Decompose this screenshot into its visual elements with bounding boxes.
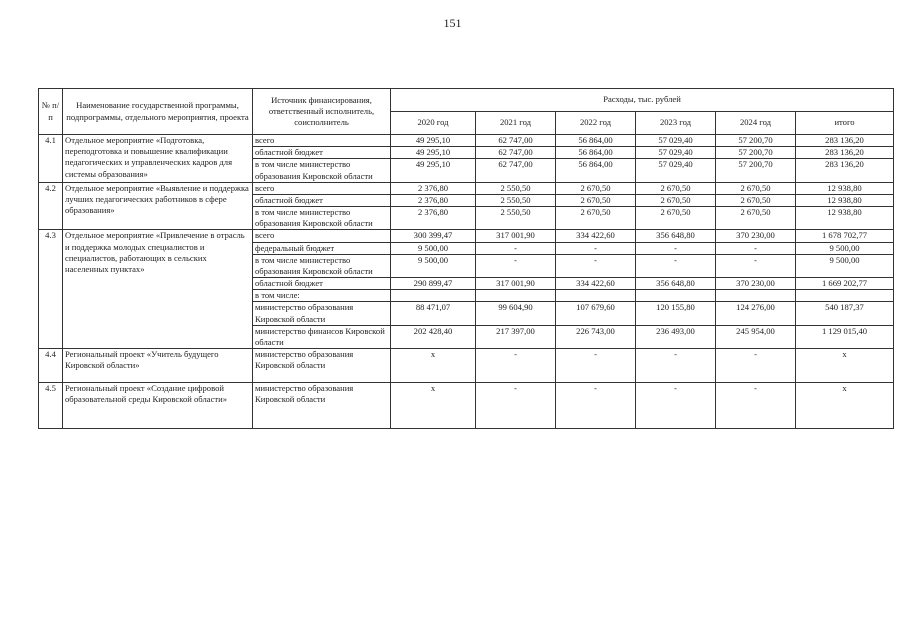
year-value: - <box>716 349 796 383</box>
year-value: 2 670,50 <box>716 182 796 194</box>
year-value: 57 029,40 <box>636 147 716 159</box>
header-total: итого <box>796 112 894 135</box>
year-value: 2 376,80 <box>391 182 476 194</box>
header-source: Источник финансирования, ответственный исполнитель, соисполнитель <box>253 89 391 135</box>
year-value: 124 276,00 <box>716 302 796 325</box>
table-row <box>39 349 894 383</box>
year-value: 317 001,90 <box>476 230 556 242</box>
year-value: 290 899,47 <box>391 278 476 290</box>
year-value: 57 200,70 <box>716 159 796 182</box>
total-value <box>796 290 894 302</box>
funding-source: в том числе: <box>253 290 391 302</box>
year-value <box>391 290 476 302</box>
funding-source: всего <box>253 182 391 194</box>
year-value: - <box>556 254 636 277</box>
total-value: 283 136,20 <box>796 135 894 147</box>
table-body <box>39 135 894 429</box>
year-value: 202 428,40 <box>391 325 476 348</box>
page-number: 151 <box>443 16 462 30</box>
year-value: 2 376,80 <box>391 194 476 206</box>
year-value: 57 029,40 <box>636 135 716 147</box>
year-value: - <box>636 383 716 429</box>
year-value: 245 954,00 <box>716 325 796 348</box>
year-value: 370 230,00 <box>716 278 796 290</box>
year-value: x <box>391 349 476 383</box>
header-num: № п/п <box>39 89 63 135</box>
year-value: 57 200,70 <box>716 147 796 159</box>
funding-source: областной бюджет <box>253 194 391 206</box>
year-value: 2 550,50 <box>476 207 556 230</box>
funding-source: федеральный бюджет <box>253 242 391 254</box>
section-name: Отдельное мероприятие «Привлечение в отрасль и поддержка молодых специалистов и специалистов, работающих в сельских населенных пунктах» <box>63 230 253 349</box>
year-value: x <box>391 383 476 429</box>
year-value: - <box>476 254 556 277</box>
table-row <box>39 230 894 242</box>
section-name: Региональный проект «Учитель будущего Кировской области» <box>63 349 253 383</box>
total-value: 12 938,80 <box>796 194 894 206</box>
section-name: Региональный проект «Создание цифровой образовательной среды Кировской области» <box>63 383 253 429</box>
year-value: - <box>476 349 556 383</box>
header-year: 2021 год <box>476 112 556 135</box>
section-name: Отдельное мероприятие «Выявление и поддержка лучших педагогических работников в сфере образования» <box>63 182 253 230</box>
table-row <box>39 182 894 194</box>
year-value: - <box>476 383 556 429</box>
table-row <box>39 135 894 147</box>
funding-source: областной бюджет <box>253 278 391 290</box>
year-value: 317 001,90 <box>476 278 556 290</box>
year-value: 2 376,80 <box>391 207 476 230</box>
year-value <box>556 290 636 302</box>
total-value: 12 938,80 <box>796 182 894 194</box>
funding-source: в том числе министерство образования Кировской области <box>253 207 391 230</box>
year-value <box>636 290 716 302</box>
year-value: 356 648,80 <box>636 278 716 290</box>
year-value: 49 295,10 <box>391 159 476 182</box>
year-value: 49 295,10 <box>391 135 476 147</box>
total-value: 1 129 015,40 <box>796 325 894 348</box>
header-year: 2022 год <box>556 112 636 135</box>
budget-table <box>38 88 894 429</box>
section-number: 4.2 <box>39 182 63 230</box>
section-name: Отдельное мероприятие «Подготовка, переподготовка и повышение квалификации педагогических и управленческих кадров для системы образования» <box>63 135 253 183</box>
year-value: - <box>716 242 796 254</box>
year-value: 57 029,40 <box>636 159 716 182</box>
year-value: - <box>556 242 636 254</box>
total-value: 1 669 202,77 <box>796 278 894 290</box>
year-value: 56 864,00 <box>556 135 636 147</box>
section-number: 4.1 <box>39 135 63 183</box>
total-value: 1 678 702,77 <box>796 230 894 242</box>
year-value: 356 648,80 <box>636 230 716 242</box>
year-value: 334 422,60 <box>556 230 636 242</box>
section-number: 4.3 <box>39 230 63 349</box>
year-value: 2 670,50 <box>636 207 716 230</box>
header-year: 2023 год <box>636 112 716 135</box>
total-value: 9 500,00 <box>796 242 894 254</box>
year-value: 107 679,60 <box>556 302 636 325</box>
total-value: x <box>796 383 894 429</box>
funding-source: всего <box>253 230 391 242</box>
year-value: 2 550,50 <box>476 194 556 206</box>
funding-source: министерство образования Кировской области <box>253 349 391 383</box>
year-value: 226 743,00 <box>556 325 636 348</box>
year-value: 2 670,50 <box>556 194 636 206</box>
funding-source: в том числе министерство образования Кировской области <box>253 159 391 182</box>
section-number: 4.4 <box>39 349 63 383</box>
header-year: 2024 год <box>716 112 796 135</box>
year-value: 334 422,60 <box>556 278 636 290</box>
year-value: 2 550,50 <box>476 182 556 194</box>
total-value: 283 136,20 <box>796 147 894 159</box>
funding-source: всего <box>253 135 391 147</box>
year-value: 2 670,50 <box>636 182 716 194</box>
year-value: 120 155,80 <box>636 302 716 325</box>
year-value: 9 500,00 <box>391 242 476 254</box>
total-value: 9 500,00 <box>796 254 894 277</box>
year-value: - <box>556 383 636 429</box>
year-value: 56 864,00 <box>556 147 636 159</box>
year-value: - <box>476 242 556 254</box>
year-value: - <box>636 349 716 383</box>
year-value: 99 604,90 <box>476 302 556 325</box>
year-value: 62 747,00 <box>476 159 556 182</box>
year-value: 2 670,50 <box>556 182 636 194</box>
year-value <box>716 290 796 302</box>
year-value: 57 200,70 <box>716 135 796 147</box>
year-value: - <box>556 349 636 383</box>
year-value: 300 399,47 <box>391 230 476 242</box>
year-value: 2 670,50 <box>636 194 716 206</box>
year-value <box>476 290 556 302</box>
funding-source: в том числе министерство образования Кировской области <box>253 254 391 277</box>
year-value: 2 670,50 <box>716 207 796 230</box>
year-value: - <box>716 383 796 429</box>
total-value: 540 187,37 <box>796 302 894 325</box>
year-value: 49 295,10 <box>391 147 476 159</box>
header-expenses: Расходы, тыс. рублей <box>391 89 894 112</box>
year-value: 2 670,50 <box>716 194 796 206</box>
year-value: 62 747,00 <box>476 147 556 159</box>
year-value: - <box>636 254 716 277</box>
year-value: 88 471,07 <box>391 302 476 325</box>
year-value: 9 500,00 <box>391 254 476 277</box>
table-row <box>39 383 894 429</box>
year-value: 2 670,50 <box>556 207 636 230</box>
year-value: 217 397,00 <box>476 325 556 348</box>
section-number: 4.5 <box>39 383 63 429</box>
year-value: - <box>716 254 796 277</box>
year-value: - <box>636 242 716 254</box>
funding-source: министерство финансов Кировской области <box>253 325 391 348</box>
header-row <box>39 89 894 112</box>
year-value: 370 230,00 <box>716 230 796 242</box>
year-value: 62 747,00 <box>476 135 556 147</box>
header-year: 2020 год <box>391 112 476 135</box>
total-value: 12 938,80 <box>796 207 894 230</box>
total-value: x <box>796 349 894 383</box>
total-value: 283 136,20 <box>796 159 894 182</box>
funding-source: министерство образования Кировской области <box>253 383 391 429</box>
funding-source: областной бюджет <box>253 147 391 159</box>
year-value: 56 864,00 <box>556 159 636 182</box>
year-value: 236 493,00 <box>636 325 716 348</box>
header-name: Наименование государственной программы, подпрограммы, отдельного мероприятия, проекта <box>63 89 253 135</box>
funding-source: министерство образования Кировской области <box>253 302 391 325</box>
